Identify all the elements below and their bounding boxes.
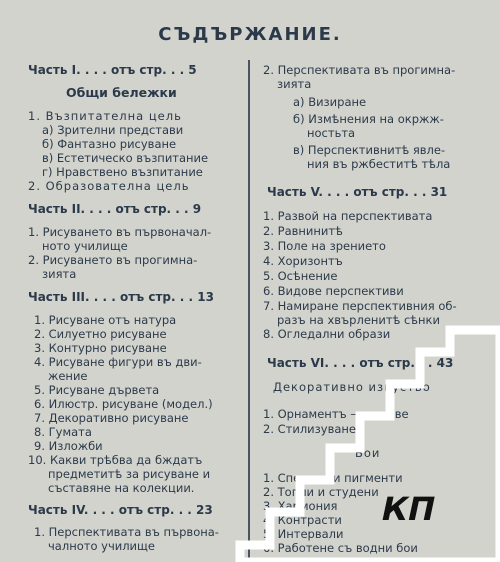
right-toc-line: б) Измѣнения на окржж- (293, 112, 444, 126)
left-toc-line: жение (48, 369, 88, 383)
left-toc-line: 5. Рисуване дървета (34, 383, 160, 397)
right-toc-line: 3. Поле на зрението (263, 239, 386, 253)
left-toc-line: а) Зрителни представи (42, 123, 184, 137)
right-toc-line: разъ на хвърленитѣ сѣнки (277, 313, 440, 327)
right-toc-line: зията (277, 77, 312, 91)
left-toc-line: зията (42, 267, 77, 281)
right-toc-line: 6. Работене съ водни бои (263, 541, 418, 555)
right-toc-line: 1. Развой на перспективата (263, 209, 433, 223)
left-toc-line: б) Фантазно рисуване (42, 137, 177, 151)
left-toc-line: предметитѣ за рисуване и (48, 467, 211, 481)
right-toc-line: 5. Осѣнение (263, 269, 338, 283)
right-toc-line: Декоративно изкуство (273, 380, 431, 394)
left-toc-line: 7. Декоративно рисуване (34, 411, 189, 425)
right-toc-line: 7. Намиране перспективния об- (263, 299, 457, 313)
right-toc-line: 4. Хоризонтъ (263, 254, 343, 268)
right-toc-line: Часть V. . . . отъ стр. . . 31 (267, 185, 448, 199)
left-toc-line: в) Естетическо възпитание (42, 151, 209, 165)
left-toc-line: 6. Илюстр. рисуване (модел.) (34, 397, 213, 411)
right-toc-line: 2. Стилизуване (263, 422, 356, 436)
right-toc-line: а) Визиране (293, 95, 367, 109)
right-toc-line: 2. Перспективата въ прогимна- (263, 63, 456, 77)
right-toc-line: ностьта (307, 126, 356, 140)
left-toc-line: 1. Перспективата въ първона- (34, 525, 219, 539)
left-toc-line: Часть III. . . . отъ стр. . . 13 (28, 290, 214, 304)
right-toc-line: 1. Орнаментъ — видове (263, 407, 409, 421)
right-toc-line: 1. Спектръ и пигменти (263, 471, 403, 485)
left-toc-line: 9. Изложби (34, 439, 103, 453)
left-toc-line: 8. Гумата (34, 425, 92, 439)
left-toc-line: 4. Рисуване фигури въ дви- (34, 355, 202, 369)
left-toc-line: Часть IV. . . . отъ стр. . . 23 (28, 503, 213, 517)
left-toc-line: 1. Рисуване отъ натура (34, 313, 177, 327)
right-toc-line: в) Перспективнитѣ явле- (293, 143, 446, 157)
left-toc-line: чалното училище (48, 539, 155, 553)
left-toc-line: 10. Какви трѣбва да бждатъ (28, 453, 203, 467)
left-toc-line: Часть II. . . . отъ стр. . . 9 (28, 202, 202, 216)
left-toc-line: ното училище (42, 239, 128, 253)
left-toc-line: 1. Рисуването въ първоначал- (28, 225, 212, 239)
left-toc-line: 2. Образователна цель (28, 179, 190, 193)
right-toc-line: 8. Огледални образи (263, 327, 391, 341)
left-toc-line: 1. Възпитателна цель (28, 109, 182, 123)
right-toc-line: Бои (355, 446, 381, 460)
right-toc-line: 5. Интервали (263, 527, 344, 541)
right-toc-line: 6. Видове перспективи (263, 284, 404, 298)
right-toc-line: 2. Равнинитѣ (263, 224, 343, 238)
right-toc-line: Часть VI. . . . отъ стр. . . 43 (267, 356, 454, 370)
left-toc-line: 3. Контурно рисуване (34, 341, 167, 355)
left-toc-line: г) Нравствено възпитание (42, 165, 203, 179)
left-toc-line: 2. Силуетно рисуване (34, 327, 167, 341)
left-toc-line: Общи бележки (66, 85, 177, 100)
right-toc-line: ния въ ржбеститѣ тѣла (307, 157, 451, 171)
left-toc-line: съставяне на колекции. (48, 481, 195, 495)
page-title: СЪДЪРЖАНИЕ. (158, 24, 342, 45)
left-toc-line: 2. Рисуването въ прогимна- (28, 253, 198, 267)
watermark-logo: КП (377, 490, 439, 528)
right-toc-line: 2. Топли и студени (263, 485, 379, 499)
right-toc-line: 3. Хармония (263, 499, 338, 513)
left-toc-line: Часть I. . . . отъ стр. . . 5 (28, 63, 197, 77)
right-toc-line: 4. Контрасти (263, 513, 342, 527)
